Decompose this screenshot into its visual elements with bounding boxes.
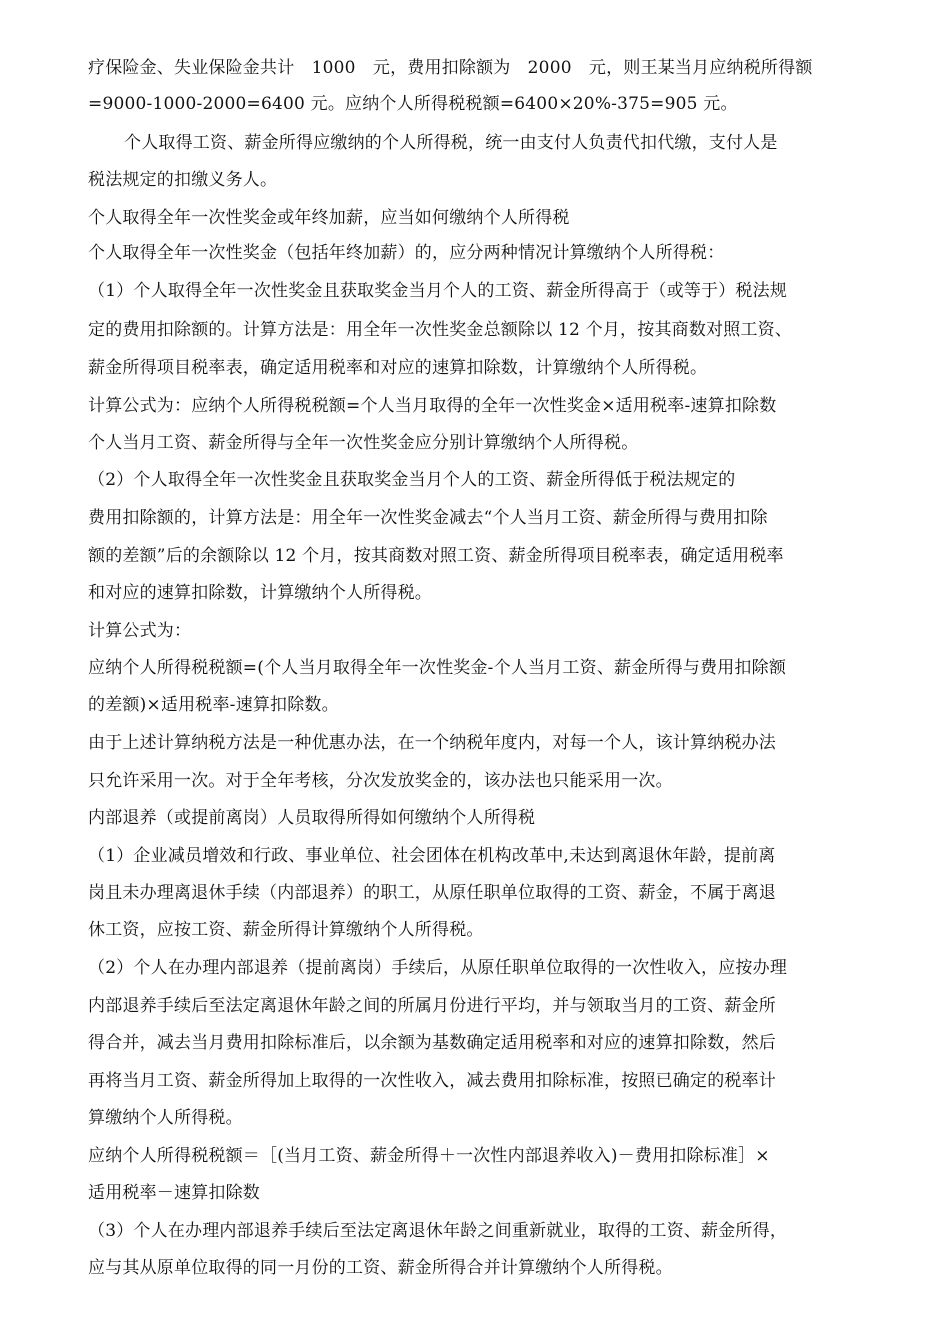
- section-heading: 个人取得全年一次性奖金或年终加薪，应当如何缴纳个人所得税: [88, 208, 570, 228]
- text-line: 休工资，应按工资、薪金所得计算缴纳个人所得税。: [88, 920, 484, 940]
- text-line: 只允许采用一次。对于全年考核，分次发放奖金的，该办法也只能采用一次。: [88, 771, 673, 791]
- text-line: （2）个人在办理内部退养（提前离岗）手续后，从原任职单位取得的一次性收入，应按办理: [88, 958, 788, 978]
- text-line: 得合并，减去当月费用扣除标准后，以余额为基数确定适用税率和对应的速算扣除数，然后: [88, 1033, 776, 1053]
- text-line: 由于上述计算纳税方法是一种优惠办法，在一个纳税年度内，对每一个人，该计算纳税办法: [88, 733, 776, 753]
- text-line: 算缴纳个人所得税。: [88, 1108, 243, 1128]
- text-line: 应与其从原单位取得的同一月份的工资、薪金所得合并计算缴纳个人所得税。: [88, 1258, 673, 1278]
- text-line: 费用扣除额的，计算方法是：用全年一次性奖金减去“个人当月工资、薪金所得与费用扣除: [88, 508, 768, 528]
- text-line: （1）企业减员增效和行政、事业单位、社会团体在机构改革中,未达到离退休年龄，提前离: [88, 846, 776, 866]
- text-line: （1）个人取得全年一次性奖金且获取奖金当月个人的工资、薪金所得高于（或等于）税法规: [88, 281, 788, 301]
- text-line: 应纳个人所得税税额＝［(当月工资、薪金所得＋一次性内部退养收入)－费用扣除标准］×: [88, 1146, 770, 1166]
- text-line: 和对应的速算扣除数，计算缴纳个人所得税。: [88, 583, 432, 603]
- text-line: 额的差额”后的余额除以 12 个月，按其商数对照工资、薪金所得项目税率表，确定适用税率: [88, 546, 784, 566]
- text-line: 岗且未办理离退休手续（内部退养）的职工，从原任职单位取得的工资、薪金，不属于离退: [88, 883, 776, 903]
- text-line: 内部退养手续后至法定离退休年龄之间的所属月份进行平均，并与领取当月的工资、薪金所: [88, 996, 776, 1016]
- text-line: 计算公式为：: [88, 621, 192, 641]
- text-line: 个人当月工资、薪金所得与全年一次性奖金应分别计算缴纳个人所得税。: [88, 433, 639, 453]
- text-line: 适用税率－速算扣除数: [88, 1183, 260, 1203]
- text-line: （2）个人取得全年一次性奖金且获取奖金当月个人的工资、薪金所得低于税法规定的: [88, 470, 736, 490]
- text-line: 定的费用扣除额的。计算方法是：用全年一次性奖金总额除以 12 个月，按其商数对照工资、: [88, 320, 793, 340]
- text-line: 疗保险金、失业保险金共计 1000 元，费用扣除额为 2000 元，则王某当月应纳税所得额: [88, 58, 813, 78]
- text-line: =9000-1000-2000=6400 元。应纳个人所得税税额=6400×20%-375=905 元。: [88, 94, 738, 114]
- text-line: 再将当月工资、薪金所得加上取得的一次性收入，减去费用扣除标准，按照已确定的税率计: [88, 1071, 776, 1091]
- text-line: 计算公式为：应纳个人所得税税额=个人当月取得的全年一次性奖金×适用税率-速算扣除数: [88, 396, 777, 416]
- text-line: 应纳个人所得税税额=(个人当月取得全年一次性奖金-个人当月工资、薪金所得与费用扣除额: [88, 658, 787, 678]
- text-line: 个人取得工资、薪金所得应缴纳的个人所得税，统一由支付人负责代扣代缴，支付人是: [124, 133, 778, 153]
- text-line: 个人取得全年一次性奖金（包括年终加薪）的，应分两种情况计算缴纳个人所得税：: [88, 243, 725, 263]
- text-line: 薪金所得项目税率表，确定适用税率和对应的速算扣除数，计算缴纳个人所得税。: [88, 358, 708, 378]
- text-line: 的差额)×适用税率-速算扣除数。: [88, 695, 339, 715]
- text-line: 税法规定的扣缴义务人。: [88, 170, 278, 190]
- text-line: （3）个人在办理内部退养手续后至法定离退休年龄之间重新就业，取得的工资、薪金所得，: [88, 1221, 788, 1241]
- section-heading: 内部退养（或提前离岗）人员取得所得如何缴纳个人所得税: [88, 808, 536, 828]
